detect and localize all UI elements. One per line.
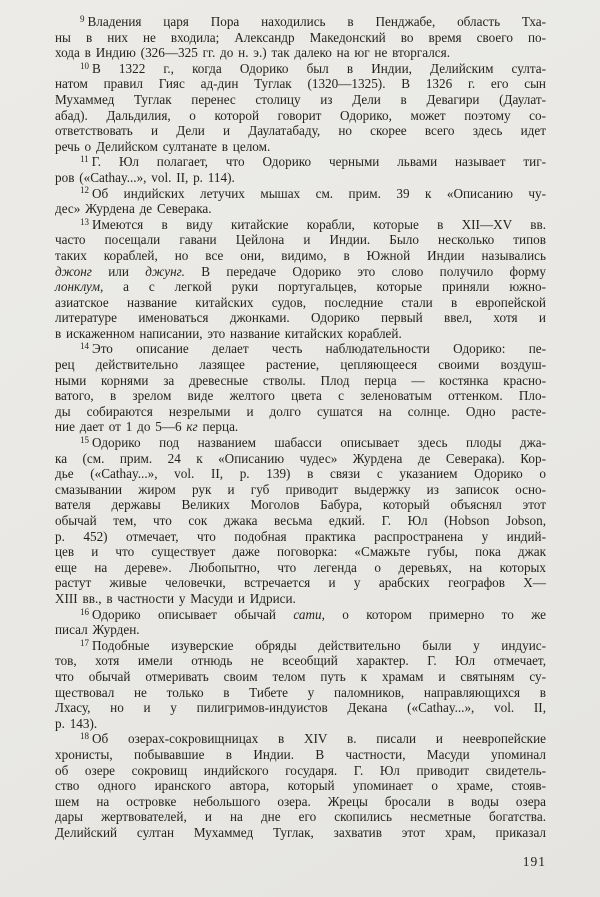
text-segment: ды собираются незрелыми и долго сушатся на солнце. Одно расте- bbox=[55, 403, 546, 419]
footnote-line bbox=[55, 716, 546, 732]
text-segment: в искаженном написании, это название китайских кораблей. bbox=[55, 325, 402, 341]
text-segment: речь о Делийском султанате в целом. bbox=[55, 138, 271, 154]
text-segment: таких кораблей, но все они, видимо, в Южной Индии назывались bbox=[55, 247, 546, 263]
footnote-line bbox=[55, 310, 546, 326]
text-segment: растут живые человечки, встречается и у арабских географов X— bbox=[55, 575, 546, 591]
text-segment: часто посещали гавани Цейлона и Индии. Было несколько типов bbox=[55, 232, 546, 248]
footnote-line bbox=[55, 186, 546, 202]
footnote-line bbox=[55, 763, 546, 779]
footnote-line bbox=[55, 747, 546, 763]
footnote-line bbox=[55, 76, 546, 92]
footnote-line bbox=[55, 154, 546, 170]
footnote-line bbox=[55, 201, 546, 217]
footnote-line bbox=[55, 482, 546, 498]
italic-term: кг bbox=[186, 419, 198, 435]
footnote-11 bbox=[55, 154, 546, 185]
text-segment: рец действительно лазящее растение, цепляющееся своими воздуш- bbox=[55, 357, 546, 373]
italic-term: джунг. bbox=[145, 263, 185, 279]
text-segment: шем на островке небольшого озера. Жрецы бросали в воды озера bbox=[55, 793, 546, 809]
footnote-line bbox=[55, 825, 546, 841]
footnote-line bbox=[55, 45, 546, 61]
footnote-line bbox=[55, 466, 546, 482]
text-segment: p. 143). bbox=[55, 715, 98, 731]
footnote-line bbox=[55, 794, 546, 810]
text-segment: Это описание делает честь наблюдательности Одорико: пе- bbox=[92, 341, 546, 357]
footnote-line bbox=[55, 264, 546, 280]
text-segment: ватого, в зрелом виде желтого цвета с зеленоватым оттенком. Пло- bbox=[55, 388, 546, 404]
text-segment: абад). Дальдилия, о которой говорит Одорико, может поэтому со- bbox=[55, 107, 546, 123]
footnote-line bbox=[55, 295, 546, 311]
footnote-line bbox=[55, 30, 546, 46]
footnote-10 bbox=[55, 61, 546, 155]
footnote-line bbox=[55, 61, 546, 77]
text-segment: перца. bbox=[197, 419, 239, 435]
text-segment: еще на дереве». Любопытно, что легенда о деревьях, на которых bbox=[55, 559, 546, 575]
footnote-line bbox=[55, 123, 546, 139]
italic-term: сати, bbox=[293, 606, 325, 622]
text-segment: ние дает от 1 до 5—6 bbox=[55, 419, 187, 435]
text-segment: что обычай отмеривать своим телом путь к храмам и святыням су- bbox=[55, 668, 546, 684]
text-segment: Об озерах-сокровищницах в XIV в. писали и неевропейские bbox=[92, 731, 546, 747]
text-segment: дье («Cathay...», vol. II, p. 139) в связи с указанием Одорико о bbox=[55, 466, 546, 482]
footnote-line bbox=[55, 357, 546, 373]
text-segment: азиатское название китайских судов, последние стали в европейской bbox=[55, 294, 546, 310]
text-segment: Одорико описывает обычай bbox=[92, 606, 294, 622]
text-segment: Делийский султан Мухаммед Туглак, захватив этот храм, приказал bbox=[55, 824, 546, 840]
footnotes-block bbox=[55, 14, 546, 840]
text-segment: ществовал не только в Тибете у паломников, направляющихся в bbox=[55, 684, 546, 700]
text-segment: дес» Журдена де Северака. bbox=[55, 201, 212, 217]
footnote-line bbox=[55, 700, 546, 716]
footnote-16 bbox=[55, 607, 546, 638]
footnote-line bbox=[55, 217, 546, 233]
text-segment: В передаче Одорико это слово получило форму bbox=[184, 263, 546, 279]
footnote-marker: 15 bbox=[80, 434, 89, 445]
text-segment: ными корнями за древесные стволы. Плод перца — костянка красно- bbox=[55, 372, 546, 388]
footnote-18 bbox=[55, 731, 546, 840]
footnote-line bbox=[55, 232, 546, 248]
footnote-marker: 13 bbox=[80, 216, 89, 227]
footnote-17 bbox=[55, 638, 546, 732]
footnote-line bbox=[55, 653, 546, 669]
footnote-marker: 14 bbox=[80, 341, 89, 352]
footnote-14 bbox=[55, 341, 546, 435]
footnote-line bbox=[55, 607, 546, 623]
footnote-15 bbox=[55, 435, 546, 607]
footnote-9 bbox=[55, 14, 546, 61]
footnote-line bbox=[55, 435, 546, 451]
footnote-line bbox=[55, 14, 546, 30]
text-segment: о котором примерно то же bbox=[324, 606, 546, 622]
footnote-line bbox=[55, 560, 546, 576]
text-segment: литературе именоваться джонками. Одорико первый ввел, хотя и bbox=[55, 310, 546, 326]
footnote-13 bbox=[55, 217, 546, 342]
text-segment: а с легкой руки португальцев, которые приняли южно- bbox=[103, 279, 546, 295]
text-segment: Владения царя Пора находились в Пенджабе, область Тха- bbox=[87, 14, 546, 29]
footnote-line bbox=[55, 685, 546, 701]
text-segment: ство одного иранского автора, который упоминает о храме, стояв- bbox=[55, 778, 546, 794]
page-number: 191 bbox=[522, 854, 546, 869]
footnote-line bbox=[55, 326, 546, 342]
footnote-line bbox=[55, 809, 546, 825]
text-segment: цев и что существует даже поговорка: «Смажьте губы, пока джак bbox=[55, 544, 546, 560]
footnote-line bbox=[55, 108, 546, 124]
footnote-12 bbox=[55, 186, 546, 217]
text-segment: ответствовать и Дели и Даулатабаду, но скорее всего здесь идет bbox=[55, 123, 546, 139]
text-segment: хода в Индию (326—325 гг. до н. э.) так далеко на юг не вторгался. bbox=[55, 45, 450, 61]
italic-term: джонг bbox=[55, 263, 92, 279]
text-segment: Одорико под названием шабасси описывает здесь плоды джа- bbox=[92, 435, 546, 451]
footnote-marker: 9 bbox=[80, 13, 85, 24]
footnote-line bbox=[55, 669, 546, 685]
text-segment: дары жертвователей, и на дне его скопились несметные богатства. bbox=[55, 809, 546, 825]
footnote-marker: 18 bbox=[80, 731, 89, 742]
footnote-line bbox=[55, 778, 546, 794]
footnote-line bbox=[55, 622, 546, 638]
footnote-line bbox=[55, 341, 546, 357]
text-segment: ров («Cathay...», vol. II, p. 114). bbox=[55, 169, 235, 185]
footnote-line bbox=[55, 731, 546, 747]
footnote-line bbox=[55, 544, 546, 560]
text-segment: обычай тем, что сок джака весьма едкий. Г. Юл (Hobson Jobson, bbox=[55, 513, 546, 528]
text-segment: тов, хотя имели отнюдь не всеобщий характер. Г. Юл отмечает, bbox=[55, 653, 546, 669]
text-segment: XIII вв., в частности у Масуди и Идриси. bbox=[55, 590, 296, 606]
footnote-line bbox=[55, 279, 546, 295]
text-segment: вателя державы Великих Моголов Бабура, который объяснял этот bbox=[55, 497, 546, 513]
text-segment: Г. Юл полагает, что Одорико черными львами называет тиг- bbox=[91, 154, 546, 170]
footnote-line bbox=[55, 451, 546, 467]
footnote-marker: 12 bbox=[80, 185, 89, 196]
footnote-line bbox=[55, 248, 546, 264]
footnote-line bbox=[55, 373, 546, 389]
text-segment: p. 452) отмечает, что подобная практика распространена у индий- bbox=[55, 528, 546, 544]
footnote-line bbox=[55, 388, 546, 404]
footnote-marker: 10 bbox=[80, 60, 89, 71]
footnote-line bbox=[55, 497, 546, 513]
text-segment: Подобные изуверские обряды действительно были у индуис- bbox=[92, 637, 546, 653]
footnote-marker: 16 bbox=[80, 606, 89, 617]
footnote-line bbox=[55, 529, 546, 545]
text-segment: натом правил Гияс ад-дин Туглак (1320—1325). В 1326 г. его сын bbox=[55, 76, 546, 92]
text-segment: или bbox=[91, 263, 146, 279]
footnote-line bbox=[55, 513, 546, 529]
text-segment: В 1322 г., когда Одорико был в Индии, Делийским султа- bbox=[92, 60, 546, 76]
footnote-line bbox=[55, 170, 546, 186]
footnote-marker: 17 bbox=[80, 637, 89, 648]
footnote-line bbox=[55, 139, 546, 155]
footnote-line bbox=[55, 575, 546, 591]
text-segment: Мухаммед Туглак перенес столицу из Дели в Девагири (Даулат- bbox=[55, 91, 546, 107]
footnote-line bbox=[55, 92, 546, 108]
text-segment: Лхасу, но и у пилигримов-индуистов Декана («Cathay...», vol. II, bbox=[55, 700, 546, 716]
footnote-line bbox=[55, 404, 546, 420]
footnote-line bbox=[55, 638, 546, 654]
text-segment: писал Журден. bbox=[55, 622, 140, 638]
footnote-line bbox=[55, 591, 546, 607]
italic-term: лонклум, bbox=[55, 279, 104, 295]
text-segment: Об индийских летучих мышах см. прим. 39 к «Описанию чу- bbox=[92, 185, 546, 201]
text-segment: смазывании жиром рук и губ приводит выдержку из записок осно- bbox=[55, 481, 546, 497]
text-segment: хронисты, побывавшие в Индии. В частности, Масуди упоминал bbox=[55, 746, 546, 762]
text-segment: ны в них не входила; Александр Македонский во время своего по- bbox=[55, 29, 546, 45]
text-segment: об озере сокровищ индийского государя. Г. Юл приводит свидетель- bbox=[55, 762, 546, 778]
footnote-line bbox=[55, 419, 546, 435]
text-segment: Имеются в виду китайские корабли, которые в XII—XV вв. bbox=[92, 216, 546, 232]
footnote-marker: 11 bbox=[80, 154, 89, 165]
text-segment: ка (см. прим. 24 к «Описанию чудес» Журдена де Северака). Кор- bbox=[55, 450, 546, 466]
